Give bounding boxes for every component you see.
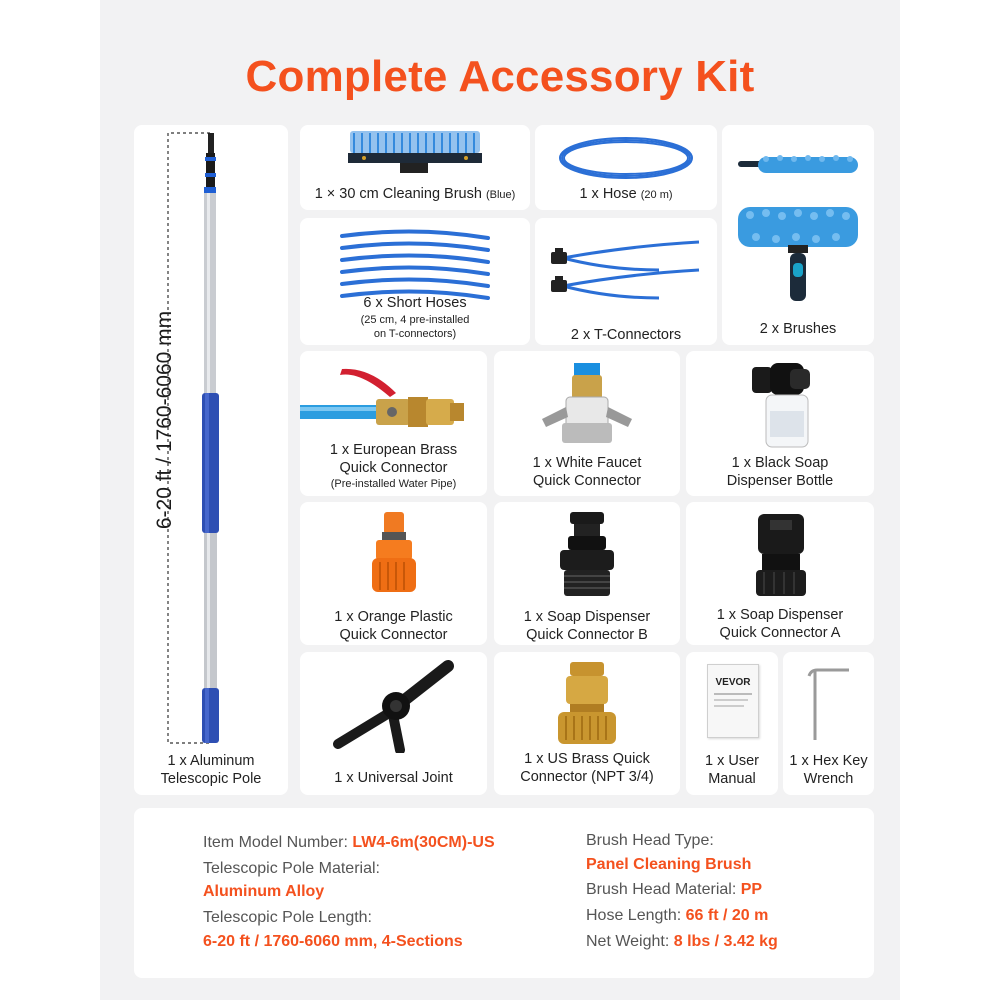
spec-hose-length-value: 66 ft / 20 m (685, 907, 769, 924)
spec-brush-material (586, 880, 762, 900)
soap-bottle-caption-1: 1 x Black Soap (731, 455, 829, 471)
us-brass-connector-image (552, 660, 622, 748)
spec-weight-label: Net Weight: (586, 933, 674, 950)
hex-key-caption-1: 1 x Hex Key (789, 753, 868, 769)
hose-caption (535, 185, 717, 204)
card-soap-dispenser-bottle (686, 351, 874, 496)
cleaning-brush-caption-note: (Blue) (485, 189, 516, 201)
brushes-image (732, 145, 864, 310)
cleaning-brush-caption (300, 185, 530, 204)
manual-brand-logo: VEVOR (715, 677, 751, 688)
card-soap-dispenser-connector-a (686, 502, 874, 645)
spec-hose-length (586, 906, 768, 926)
soap-bottle-caption-2: Dispenser Bottle (726, 473, 834, 489)
card-european-brass-connector (300, 351, 487, 496)
card-brushes (722, 125, 874, 345)
orange-plastic-caption-1: 1 x Orange Plastic (334, 609, 453, 625)
white-faucet-caption-1: 1 x White Faucet (532, 455, 642, 471)
soap-dispenser-connector-a-image (746, 510, 816, 600)
spec-model-value: LW4-6m(30CM)-US (352, 834, 495, 851)
us-brass-caption-1: 1 x US Brass Quick (524, 751, 650, 767)
card-universal-joint (300, 652, 487, 795)
european-brass-caption-1: 1 x European Brass (329, 442, 458, 458)
spec-pole-length-value: 6-20 ft / 1760-6060 mm, 4-Sections (203, 933, 463, 950)
short-hoses-note-1: (25 cm, 4 pre-installed (360, 314, 470, 326)
soap-b-caption-1: 1 x Soap Dispenser (523, 609, 651, 625)
page-title: Complete Accessory Kit (245, 52, 755, 101)
soap-a-caption-2: Quick Connector A (719, 625, 841, 641)
orange-plastic-connector-image (362, 510, 426, 596)
user-manual-caption-2: Manual (708, 771, 756, 787)
spec-hose-length-label: Hose Length: (586, 907, 686, 924)
pole-caption-line-2: Telescopic Pole (160, 771, 262, 787)
card-short-hoses (300, 218, 530, 345)
soap-dispenser-connector-b-image (552, 510, 622, 600)
white-faucet-caption-2: Quick Connector (533, 473, 641, 489)
orange-plastic-caption-2: Quick Connector (339, 627, 448, 643)
soap-a-caption-1: 1 x Soap Dispenser (716, 607, 844, 623)
spec-brush-type-value: Panel Cleaning Brush (586, 856, 752, 873)
pole-dimension-label: 6-20 ft / 1760-6060 mm (153, 310, 176, 530)
short-hoses-image (338, 228, 493, 300)
white-faucet-connector-image (532, 361, 642, 451)
hose-caption-main: 1 x Hose (579, 186, 637, 202)
card-us-brass-connector (494, 652, 680, 795)
t-connectors-image (549, 240, 705, 300)
card-user-manual (686, 652, 778, 795)
t-connectors-caption: 2 x T-Connectors (570, 327, 682, 343)
pole-caption-line-1: 1 x Aluminum (167, 753, 255, 769)
card-telescopic-pole (134, 125, 288, 795)
short-hoses-note-2: on T-connectors) (373, 328, 457, 340)
spec-brush-type-label: Brush Head Type: (586, 832, 714, 849)
european-brass-connector-image (300, 367, 487, 437)
card-hex-key-wrench (783, 652, 874, 795)
user-manual-image (707, 664, 759, 738)
card-t-connectors (535, 218, 717, 345)
short-hoses-caption: 6 x Short Hoses (363, 295, 467, 311)
universal-joint-caption: 1 x Universal Joint (334, 770, 453, 786)
spec-pole-material-label: Telescopic Pole Material: (203, 860, 380, 877)
card-hose (535, 125, 717, 210)
us-brass-caption-2: Connector (NPT 3/4) (520, 769, 654, 785)
cleaning-brush-caption-main: 1 × 30 cm Cleaning Brush (314, 186, 482, 202)
soap-dispenser-bottle-image (744, 359, 816, 451)
hex-key-caption-2: Wrench (803, 771, 854, 787)
hose-image (555, 133, 697, 183)
soap-b-caption-2: Quick Connector B (526, 627, 648, 643)
spec-net-weight (586, 932, 778, 952)
spec-pole-length-label: Telescopic Pole Length: (203, 909, 372, 926)
european-brass-note: (Pre-installed Water Pipe) (330, 478, 457, 490)
card-cleaning-brush (300, 125, 530, 210)
spec-model-number (203, 833, 495, 853)
user-manual-caption-1: 1 x User (705, 753, 759, 769)
card-white-faucet-connector (494, 351, 680, 496)
specifications-panel (134, 808, 874, 978)
spec-brush-material-label: Brush Head Material: (586, 881, 741, 898)
brushes-caption: 2 x Brushes (759, 321, 837, 337)
spec-weight-value: 8 lbs / 3.42 kg (673, 933, 778, 950)
universal-joint-image (330, 658, 460, 753)
spec-model-label: Item Model Number: (203, 834, 353, 851)
card-orange-plastic-connector (300, 502, 487, 645)
hose-caption-note: (20 m) (640, 189, 673, 201)
spec-pole-material-value: Aluminum Alloy (203, 883, 325, 900)
european-brass-caption-2: Quick Connector (339, 460, 448, 476)
cleaning-brush-image (340, 131, 490, 176)
hex-key-wrench-image (805, 664, 853, 742)
spec-brush-material-value: PP (740, 881, 763, 898)
card-soap-dispenser-connector-b (494, 502, 680, 645)
